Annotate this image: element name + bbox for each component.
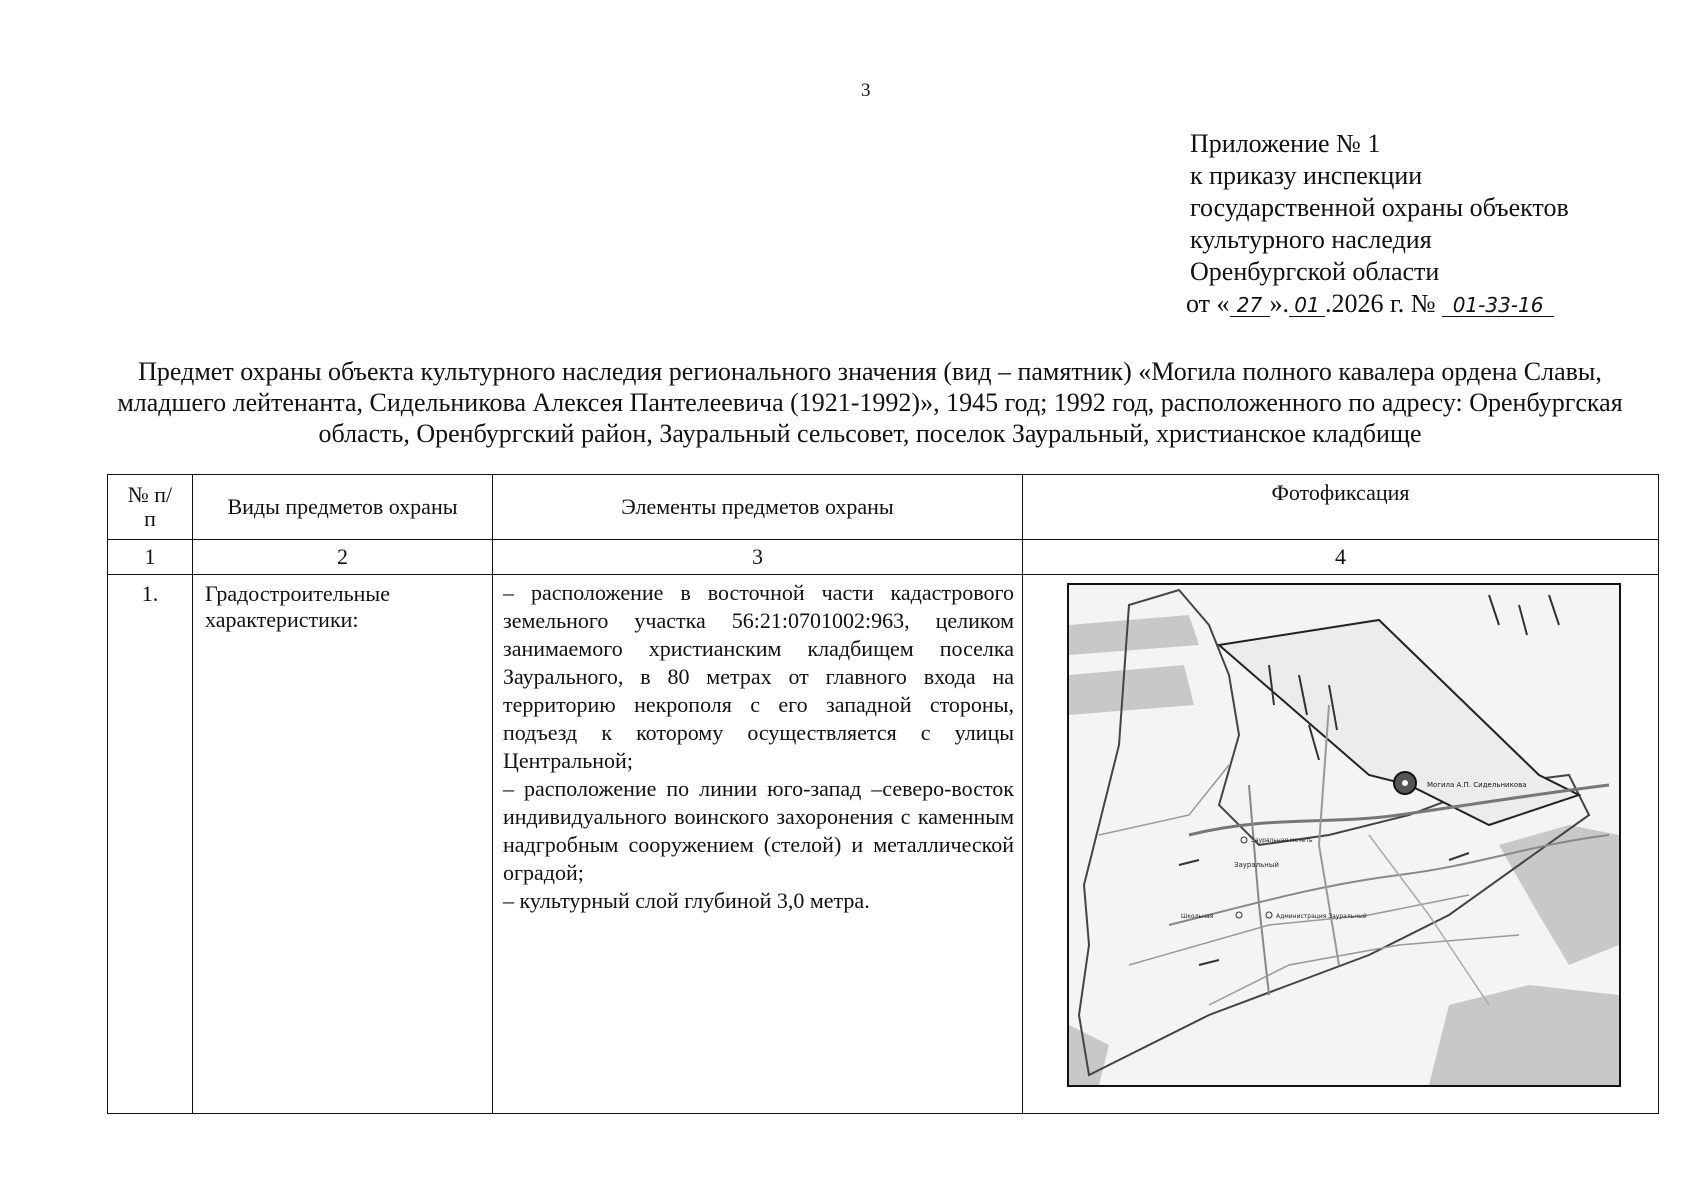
header-kind: Виды предметов охраны <box>193 475 493 540</box>
protection-table <box>107 474 1659 1114</box>
appendix-stamp <box>1186 128 1569 320</box>
photo-fixation-cell <box>1023 575 1659 1114</box>
map-image <box>1069 585 1619 1085</box>
element-item: – культурный слой глубиной 3,0 метра. <box>503 888 870 913</box>
header-row <box>108 475 1659 540</box>
page-number: 3 <box>861 80 871 101</box>
grave-marker-center <box>1402 780 1408 786</box>
table-row <box>108 575 1659 1114</box>
column-number: 3 <box>493 540 1023 575</box>
column-number: 2 <box>193 540 493 575</box>
grave-marker-label: Могила А.П. Сидельникова <box>1427 781 1527 789</box>
location-map <box>1067 583 1621 1087</box>
handwritten-order-number: 01-33-16 <box>1442 294 1554 317</box>
date-prefix: от « <box>1186 289 1230 318</box>
row-number: 1. <box>108 575 193 1114</box>
appendix-line: к приказу инспекции <box>1190 161 1423 190</box>
header-photo: Фотофиксация <box>1023 475 1659 540</box>
protection-elements <box>493 575 1023 1114</box>
handwritten-month: 01 <box>1289 294 1325 317</box>
appendix-line: государственной охраны объектов <box>1190 193 1569 222</box>
place-label: Зауральная мечеть <box>1251 837 1313 844</box>
order-date-line <box>1186 288 1569 320</box>
appendix-line: Приложение № 1 <box>1190 129 1381 158</box>
document-title: Предмет охраны объекта культурного наследия регионального значения (вид – памятник) «Могила полного кавалера ордена Славы, младшего лейтенанта, Сидельникова Алексея Пантелеевича (1921-1992)», 1945 год; 1992 год, расположенного по адресу: Оренбургская область, Оренбургский район, Зауральный сельсовет, поселок Зауральный, христианское кладбище <box>117 357 1623 448</box>
column-number-row <box>108 540 1659 575</box>
header-number: № п/п <box>108 475 193 540</box>
column-number: 4 <box>1023 540 1659 575</box>
date-year: .2026 г. № <box>1325 289 1436 318</box>
element-item: – расположение по линии юго-запад –северо-восток индивидуального воинского захоронения с каменным надгробным сооружением (стелой) и металлической оградой; <box>503 776 1014 885</box>
element-item: – расположение в восточной части кадастрового земельного участка 56:21:0701002:963, целиком занимаемого христианским кладбищем поселка Заурального, в 80 метрах от главного входа на территорию некрополя с его западной стороны, подъезд к которому осуществляется с улицы Центральной; <box>503 580 1014 773</box>
date-separator: ». <box>1269 289 1290 318</box>
header-elements: Элементы предметов охраны <box>493 475 1023 540</box>
place-label: Зауральный <box>1234 861 1279 869</box>
protection-kind: Градостроительные характеристики: <box>193 575 493 1114</box>
handwritten-day: 27 <box>1230 294 1270 317</box>
appendix-line: Оренбургской области <box>1190 257 1440 286</box>
place-label: Администрация Зауральный <box>1276 913 1367 920</box>
place-label: Школьная <box>1181 913 1214 920</box>
appendix-line: культурного наследия <box>1190 225 1432 254</box>
column-number: 1 <box>108 540 193 575</box>
